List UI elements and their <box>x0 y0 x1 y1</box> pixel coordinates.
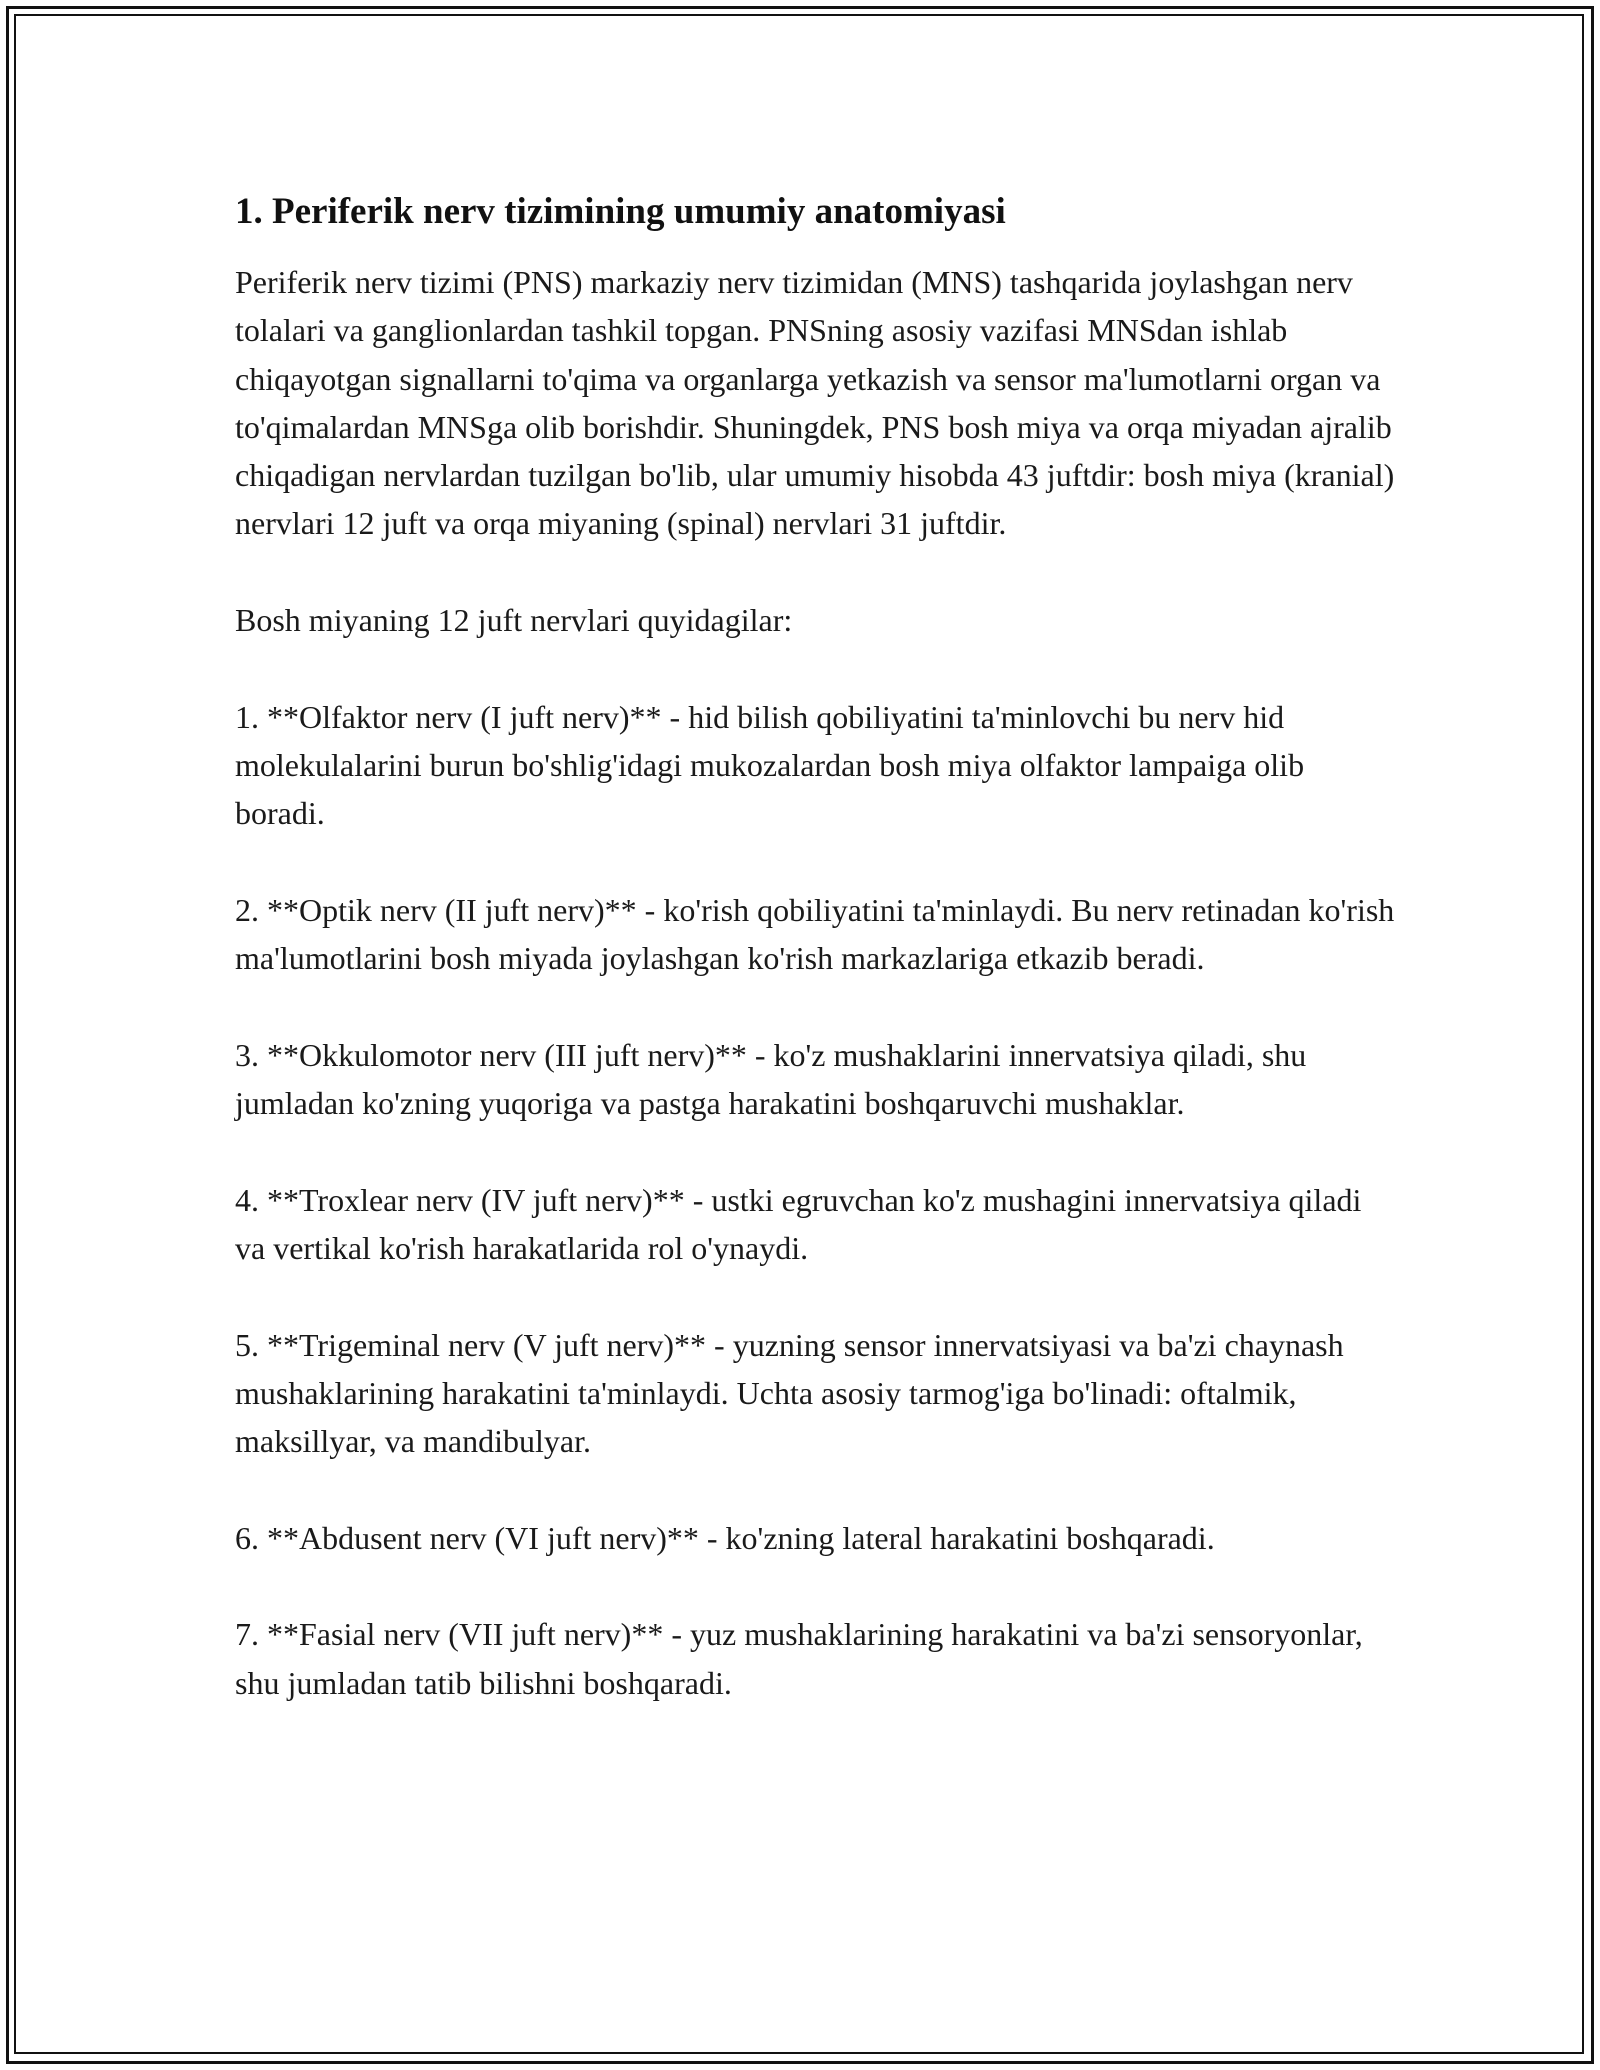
paragraph-gap <box>235 1127 1395 1175</box>
list-intro: Bosh miyaning 12 juft nervlari quyidagilar: <box>235 602 793 639</box>
paragraph-gap <box>235 644 1395 692</box>
paragraph-gap <box>235 982 1395 1030</box>
list-item-7: 7. **Fasial nerv (VII juft nerv)** - yuz mushaklarining harakatini va ba'zi sensoryonlar, shu jumladan tatib bilishni boshqaradi. <box>235 1616 1363 1701</box>
paragraph-gap <box>235 1465 1395 1513</box>
paragraph-gap <box>235 548 1395 596</box>
section-heading: 1. Periferik nerv tizimining umumiy anatomiyasi <box>235 191 1006 232</box>
list-item-5: 5. **Trigeminal nerv (V juft nerv)** - yuzning sensor innervatsiyasi va ba'zi chaynash mushaklarining harakatini ta'minlaydi. Uchta asosiy tarmog'iga bo'linadi: oftalmik, maksillyar, va mandibulyar. <box>235 1326 1344 1460</box>
list-item-1: 1. **Olfaktor nerv (I juft nerv)** - hid bilish qobiliyatini ta'minlovchi bu nerv hid molekulalarini burun bo'shlig'idagi mukozalardan bosh miya olfaktor lampaiga olib boradi. <box>235 698 1305 832</box>
paragraph-gap <box>235 1562 1395 1610</box>
list-item-6: 6. **Abdusent nerv (VI juft nerv)** - ko'zning lateral harakatini boshqaradi. <box>235 1519 1215 1556</box>
list-item-2: 2. **Optik nerv (II juft nerv)** - ko'rish qobiliyatini ta'minlaydi. Bu nerv retinadan ko'rish ma'lumotlarini bosh miyada joylashgan ko'rish markazlariga etkazib beradi. <box>235 891 1395 977</box>
document-body <box>235 188 1395 1707</box>
list-item-4: 4. **Troxlear nerv (IV juft nerv)** - ustki egruvchan ko'z mushagini innervatsiya qiladi va vertikal ko'rish harakatlarida rol o'ynaydi. <box>235 1181 1362 1266</box>
list-item-3: 3. **Okkulomotor nerv (III juft nerv)** - ko'z mushaklarini innervatsiya qiladi, shu jumladan ko'zning yuqoriga va pastga harakatini boshqaruvchi mushaklar. <box>235 1036 1307 1122</box>
paragraph-gap <box>235 838 1395 886</box>
paragraph-gap <box>235 1272 1395 1320</box>
intro-paragraph: Periferik nerv tizimi (PNS) markaziy nerv tizimidan (MNS) tashqarida joylashgan nerv tolalari va ganglionlardan tashkil topgan. PNSning asosiy vazifasi MNSdan ishlab chiqayotgan signallarni to'qima va organlarga yetkazish va sensor ma'lumotlarni organ va to'qimalardan MNSga olib borishdir. Shuningdek, PNS bosh miya va orqa miyadan ajralib chiqadigan nervlardan tuzilgan bo'lib, ular umumiy hisobda 43 juftdir: bosh miya (kranial) nervlari 12 juft va orqa miyaning (spinal) nervlari 31 juftdir. <box>235 264 1395 542</box>
